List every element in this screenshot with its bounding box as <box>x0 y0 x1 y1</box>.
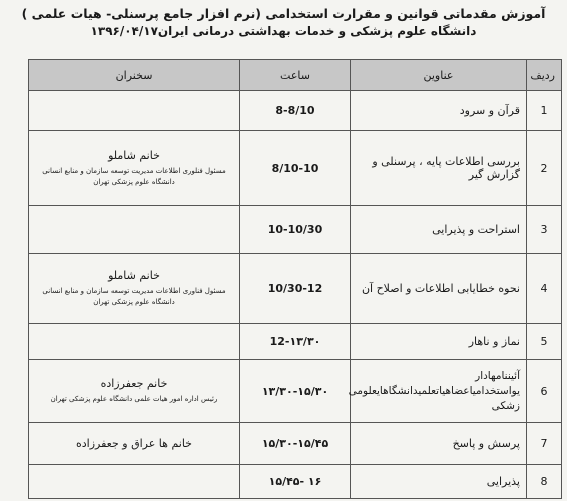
header-speaker: سخنران <box>29 60 240 91</box>
table-row <box>29 206 562 254</box>
row-number: 4 <box>527 254 562 324</box>
speaker-description: مسئول فناوری اطلاعات مدیریت توسعه سازمان و منابع انسانی دانشگاه علوم پزشکی تهران <box>42 287 226 306</box>
row-speaker <box>29 206 240 254</box>
row-number: 3 <box>527 206 562 254</box>
row-speaker <box>29 465 240 499</box>
row-time: ۱۵/۳۰-۱۵/۴۵ <box>240 423 351 465</box>
row-number: 7 <box>527 423 562 465</box>
speaker-name: خانم شاملو <box>108 148 160 162</box>
document-subtitle: دانشگاه علوم پزشکی و خدمات بهداشتی درمانی ایران۱۳۹۶/۰۴/۱۷ <box>90 24 477 38</box>
row-time: 12-۱۳/۳۰ <box>240 324 351 360</box>
row-speaker <box>29 324 240 360</box>
row-speaker <box>29 131 240 206</box>
row-time: 8-8/10 <box>240 91 351 131</box>
speaker-description: رئیس اداره امور هیات علمی دانشگاه علوم پزشکی تهران <box>50 395 218 403</box>
table-header-row <box>29 60 562 91</box>
row-title: پذیرایی <box>351 465 527 499</box>
row-time: 10/30-12 <box>240 254 351 324</box>
speaker-name: خانم ها عراق و جعفرزاده <box>76 437 192 450</box>
row-number: 8 <box>527 465 562 499</box>
header-row-number: ردیف <box>527 60 562 91</box>
row-title: پرسش و پاسخ <box>351 423 527 465</box>
document-title: آموزش مقدماتی قوانین و مقرارت استخدامی (نرم افزار جامع پرسنلی- هیات علمی ) <box>21 6 546 21</box>
speaker-name: خانم جعفرزاده <box>100 377 168 390</box>
row-title: بررسی اطلاعات پایه ، پرسنلی و گزارش گیر <box>351 131 527 206</box>
row-speaker <box>29 254 240 324</box>
table-row <box>29 465 562 499</box>
speaker-description: مسئول فنلوری اطلاعات مدیریت توسعه سازمان و منابع انسانی دانشگاه علوم پزشکی تهران <box>42 166 226 186</box>
row-speaker <box>29 360 240 423</box>
row-title: نحوه خطایابی اطلاعات و اصلاح آن <box>351 254 527 324</box>
row-time: 8/10-10 <box>240 131 351 206</box>
row-title: نماز و ناهار <box>351 324 527 360</box>
table-row <box>29 360 562 423</box>
row-title: استراحت و پذیرایی <box>351 206 527 254</box>
row-speaker <box>29 91 240 131</box>
schedule-table <box>28 59 562 499</box>
row-number: 6 <box>527 360 562 423</box>
header-titles: عناوین <box>351 60 527 91</box>
row-number: 1 <box>527 91 562 131</box>
table-row <box>29 254 562 324</box>
row-number: 5 <box>527 324 562 360</box>
speaker-name: خانم شاملو <box>108 269 160 282</box>
row-title: آئیننامهادار یواستخدامیاعضاهیاتعلمیدانشگاهایعلومی زشکی <box>351 360 527 423</box>
table-row <box>29 91 562 131</box>
table-row <box>29 423 562 465</box>
table-row <box>29 131 562 206</box>
header-time: ساعت <box>240 60 351 91</box>
row-time: ۱۳/۳۰-۱۵/۳۰ <box>240 360 351 423</box>
row-title: قرآن و سرود <box>351 91 527 131</box>
row-time: 10-10/30 <box>240 206 351 254</box>
row-time: ۱۶ -۱۵/۴۵ <box>240 465 351 499</box>
row-speaker <box>29 423 240 465</box>
table-row <box>29 324 562 360</box>
row-number: 2 <box>527 131 562 206</box>
